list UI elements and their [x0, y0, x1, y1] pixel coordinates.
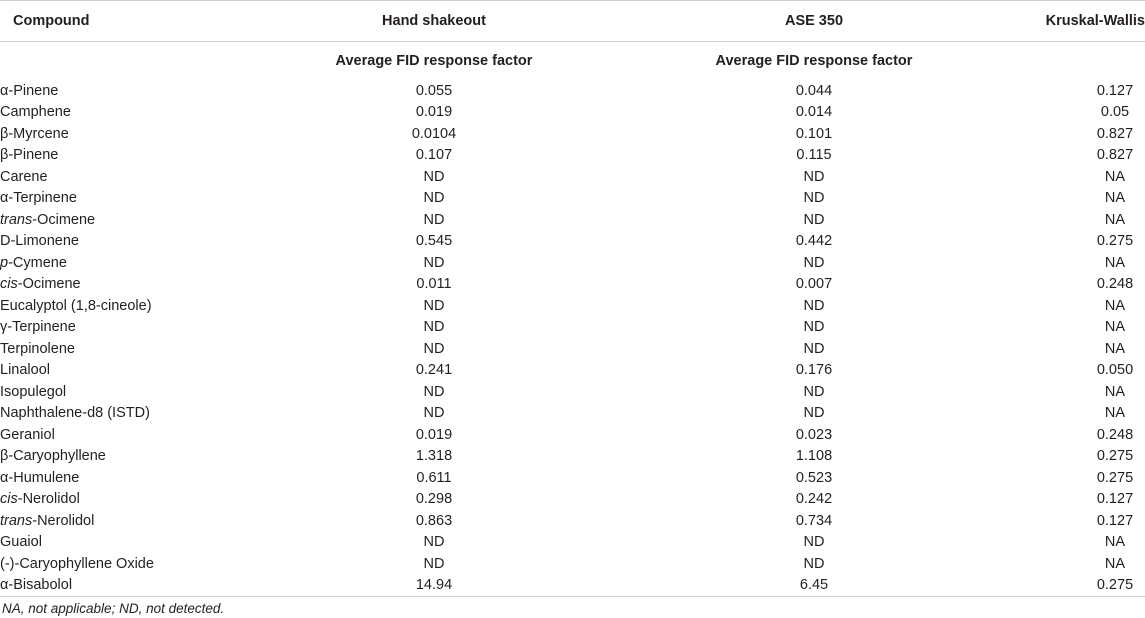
table-row: [0, 575, 1145, 597]
kruskal-wallis-cell: [994, 317, 1145, 339]
hand-shakeout-value: ND: [423, 211, 445, 228]
ase-350-value: 0.044: [795, 82, 833, 99]
compound-name: [0, 145, 234, 167]
hand-shakeout-value: ND: [423, 383, 445, 400]
table-row: [0, 317, 1145, 339]
ase-350-value: ND: [803, 340, 825, 357]
compound-name: [0, 295, 234, 317]
kruskal-wallis-cell: [994, 360, 1145, 382]
hand-shakeout-value: ND: [423, 534, 445, 551]
compound-base-name: Pinene: [13, 82, 59, 99]
ase-350-value: 0.023: [795, 426, 833, 443]
compound-name: [0, 553, 234, 575]
hand-shakeout-value: 0.011: [416, 276, 452, 293]
subheader-row: [0, 42, 1145, 81]
ase-350-value: 0.115: [796, 147, 832, 164]
compound-name: [0, 102, 234, 124]
table-row: [0, 360, 1145, 382]
kruskal-wallis-cell: [994, 338, 1145, 360]
table-row: [0, 338, 1145, 360]
kruskal-wallis-cell: [994, 188, 1145, 210]
compound-name: [0, 381, 234, 403]
ase-350-value: 0.007: [795, 276, 833, 293]
kruskal-wallis-cell: [994, 295, 1145, 317]
kruskal-wallis-value: 0.275: [1096, 448, 1134, 465]
hand-shakeout-value: ND: [423, 190, 445, 207]
ase-350-value: 0.523: [795, 469, 833, 486]
kruskal-wallis-value: 0.05: [1100, 104, 1130, 121]
compound-prefix: p: [0, 254, 9, 271]
compound-base-name: Eucalyptol (1,8-cineole): [0, 297, 152, 314]
hand-shakeout-value: 0.611: [416, 469, 452, 486]
compound-name: [0, 209, 234, 231]
subheader-hand: Average FID response factor: [335, 53, 533, 69]
kruskal-wallis-value: 0.827: [1096, 125, 1134, 142]
kruskal-wallis-cell: [994, 489, 1145, 511]
compound-base-name: Guaiol: [0, 534, 42, 551]
table-row: [0, 188, 1145, 210]
table-row: [0, 446, 1145, 468]
hand-shakeout-value: 0.019: [415, 426, 453, 443]
kruskal-wallis-value: 0.275: [1096, 469, 1134, 486]
kruskal-wallis-cell: [994, 467, 1145, 489]
table-row: [0, 403, 1145, 425]
kruskal-wallis-cell: [994, 274, 1145, 296]
kruskal-wallis-cell: [994, 532, 1145, 554]
hand-shakeout-value: ND: [423, 254, 445, 271]
table-row: [0, 102, 1145, 124]
ase-350-value: 0.101: [795, 125, 833, 142]
compound-prefix: cis: [0, 276, 18, 293]
hand-shakeout-value: 0.545: [415, 233, 453, 250]
header-ase-350: ASE 350: [784, 13, 844, 29]
header-kruskal-wallis: Kruskal-Wallis: [1045, 13, 1145, 29]
hand-shakeout-value: 0.863: [415, 512, 453, 529]
compound-base-name: Pinene: [13, 147, 59, 164]
table-row: [0, 467, 1145, 489]
table-row: [0, 80, 1145, 102]
compound-name: [0, 166, 234, 188]
kruskal-wallis-cell: [994, 209, 1145, 231]
compound-name: [0, 446, 234, 468]
kruskal-wallis-cell: [994, 252, 1145, 274]
ase-350-value: 0.014: [795, 104, 833, 121]
header-hand-shakeout: Hand shakeout: [382, 13, 486, 29]
hand-shakeout-value: 0.298: [415, 491, 453, 508]
ase-350-value: 0.734: [795, 512, 833, 529]
table-row: [0, 209, 1145, 231]
table-row: [0, 381, 1145, 403]
compound-base-name: Naphthalene-d8 (ISTD): [0, 405, 150, 422]
ase-350-value: ND: [803, 211, 825, 228]
kruskal-wallis-cell: [994, 424, 1145, 446]
hand-shakeout-value: ND: [423, 297, 445, 314]
compound-name: [0, 252, 234, 274]
compound-name: [0, 80, 234, 102]
hand-shakeout-value: ND: [423, 555, 445, 572]
compound-base-name: (-)-Caryophyllene Oxide: [0, 555, 154, 572]
ase-350-value: ND: [803, 383, 825, 400]
table-row: [0, 274, 1145, 296]
kruskal-wallis-cell: [994, 381, 1145, 403]
hand-shakeout-value: 0.019: [415, 104, 453, 121]
compound-prefix: α-: [0, 469, 14, 486]
subheader-ase: Average FID response factor: [715, 53, 913, 69]
ase-350-value: ND: [803, 297, 825, 314]
hand-shakeout-value: 0.055: [415, 82, 453, 99]
kruskal-wallis-cell: [994, 145, 1145, 167]
compound-prefix: β-: [0, 448, 14, 465]
compound-name: [0, 360, 234, 382]
compound-prefix: α-: [0, 577, 14, 594]
kruskal-wallis-value: NA: [1104, 534, 1126, 551]
hand-shakeout-value: 1.318: [415, 448, 453, 465]
kruskal-wallis-value: NA: [1104, 340, 1126, 357]
compound-prefix: trans: [0, 512, 33, 529]
kruskal-wallis-value: NA: [1104, 254, 1126, 271]
kruskal-wallis-value: NA: [1104, 168, 1126, 185]
kruskal-wallis-value: 0.127: [1096, 512, 1134, 529]
ase-350-value: 0.442: [795, 233, 833, 250]
compound-base-name: Terpinene: [12, 319, 76, 336]
ase-350-value: ND: [803, 254, 825, 271]
kruskal-wallis-value: NA: [1104, 383, 1126, 400]
compound-prefix: β-: [0, 147, 14, 164]
ase-350-value: ND: [803, 319, 825, 336]
compound-name: [0, 424, 234, 446]
kruskal-wallis-cell: [994, 403, 1145, 425]
compound-prefix: α-: [0, 190, 14, 207]
ase-350-value: ND: [803, 405, 825, 422]
compound-base-name: -Ocimene: [17, 276, 81, 293]
compound-base-name: Humulene: [13, 469, 80, 486]
compound-base-name: Terpinene: [13, 190, 77, 207]
kruskal-wallis-value: 0.827: [1096, 147, 1134, 164]
ase-350-value: ND: [803, 190, 825, 207]
compound-prefix: cis: [0, 491, 18, 508]
compound-base-name: Camphene: [0, 104, 71, 121]
compound-base-name: -Cymene: [8, 254, 67, 271]
ase-350-value: 0.176: [795, 362, 833, 379]
hand-shakeout-value: ND: [423, 319, 445, 336]
compound-name: [0, 274, 234, 296]
header-row: [0, 1, 1145, 42]
compound-prefix: β-: [0, 125, 14, 142]
kruskal-wallis-value: NA: [1104, 297, 1126, 314]
compound-name: [0, 510, 234, 532]
compound-base-name: Terpinolene: [0, 340, 75, 357]
ase-350-value: 6.45: [799, 577, 829, 594]
table-row: [0, 145, 1145, 167]
kruskal-wallis-value: NA: [1104, 319, 1126, 336]
compound-name: [0, 532, 234, 554]
ase-350-value: 0.242: [795, 491, 833, 508]
table-row: [0, 553, 1145, 575]
table-row: [0, 123, 1145, 145]
compound-prefix: α-: [0, 82, 14, 99]
kruskal-wallis-value: 0.248: [1096, 276, 1134, 293]
table-row: [0, 166, 1145, 188]
table-row: [0, 252, 1145, 274]
kruskal-wallis-cell: [994, 123, 1145, 145]
compound-name: [0, 231, 234, 253]
kruskal-wallis-value: NA: [1104, 211, 1126, 228]
kruskal-wallis-cell: [994, 446, 1145, 468]
kruskal-wallis-value: NA: [1104, 405, 1126, 422]
kruskal-wallis-value: NA: [1104, 555, 1126, 572]
compound-name: [0, 188, 234, 210]
table-row: [0, 231, 1145, 253]
compound-base-name: Caryophyllene: [13, 448, 106, 465]
kruskal-wallis-value: NA: [1104, 190, 1126, 207]
hand-shakeout-value: 0.241: [415, 362, 453, 379]
compound-base-name: Carene: [0, 168, 48, 185]
kruskal-wallis-cell: [994, 510, 1145, 532]
hand-shakeout-value: 14.94: [415, 577, 453, 594]
kruskal-wallis-cell: [994, 575, 1145, 597]
compound-base-name: Geraniol: [0, 426, 55, 443]
subheader-empty: [0, 42, 234, 81]
kruskal-wallis-value: 0.050: [1096, 362, 1134, 379]
compound-name: [0, 317, 234, 339]
hand-shakeout-value: ND: [423, 340, 445, 357]
compound-base-name: D-Limonene: [0, 233, 79, 250]
compound-name: [0, 575, 234, 597]
kruskal-wallis-value: 0.127: [1096, 491, 1134, 508]
compound-prefix: trans: [0, 211, 33, 228]
compound-name: [0, 467, 234, 489]
compound-name: [0, 338, 234, 360]
hand-shakeout-value: 0.107: [415, 147, 453, 164]
hand-shakeout-value: ND: [423, 168, 445, 185]
hand-shakeout-value: 0.0104: [411, 125, 457, 142]
table-row: [0, 532, 1145, 554]
kruskal-wallis-cell: [994, 80, 1145, 102]
kruskal-wallis-cell: [994, 166, 1145, 188]
table-row: [0, 424, 1145, 446]
compound-base-name: Myrcene: [13, 125, 69, 142]
compound-name: [0, 489, 234, 511]
compound-name: [0, 123, 234, 145]
kruskal-wallis-value: 0.248: [1096, 426, 1134, 443]
compound-base-name: Bisabolol: [13, 577, 73, 594]
kruskal-wallis-cell: [994, 231, 1145, 253]
kruskal-wallis-cell: [994, 553, 1145, 575]
header-compound: Compound: [13, 13, 90, 29]
kruskal-wallis-value: 0.275: [1096, 577, 1134, 594]
kruskal-wallis-cell: [994, 102, 1145, 124]
table-row: [0, 510, 1145, 532]
compound-prefix: γ-: [0, 319, 13, 336]
table-row: [0, 489, 1145, 511]
ase-350-value: ND: [803, 555, 825, 572]
table-row: [0, 295, 1145, 317]
ase-350-value: 1.108: [795, 448, 833, 465]
kruskal-wallis-value: 0.275: [1096, 233, 1134, 250]
subheader-kw-empty: [994, 42, 1145, 81]
ase-350-value: ND: [803, 534, 825, 551]
compound-base-name: Linalool: [0, 362, 50, 379]
footnote: NA, not applicable; ND, not detected.: [2, 601, 225, 616]
kruskal-wallis-value: 0.127: [1096, 82, 1134, 99]
hand-shakeout-value: ND: [423, 405, 445, 422]
compound-base-name: -Ocimene: [32, 211, 96, 228]
ase-350-value: ND: [803, 168, 825, 185]
compound-base-name: -Nerolidol: [32, 512, 95, 529]
compound-base-name: Isopulegol: [0, 383, 67, 400]
compound-name: [0, 403, 234, 425]
compound-base-name: -Nerolidol: [17, 491, 80, 508]
